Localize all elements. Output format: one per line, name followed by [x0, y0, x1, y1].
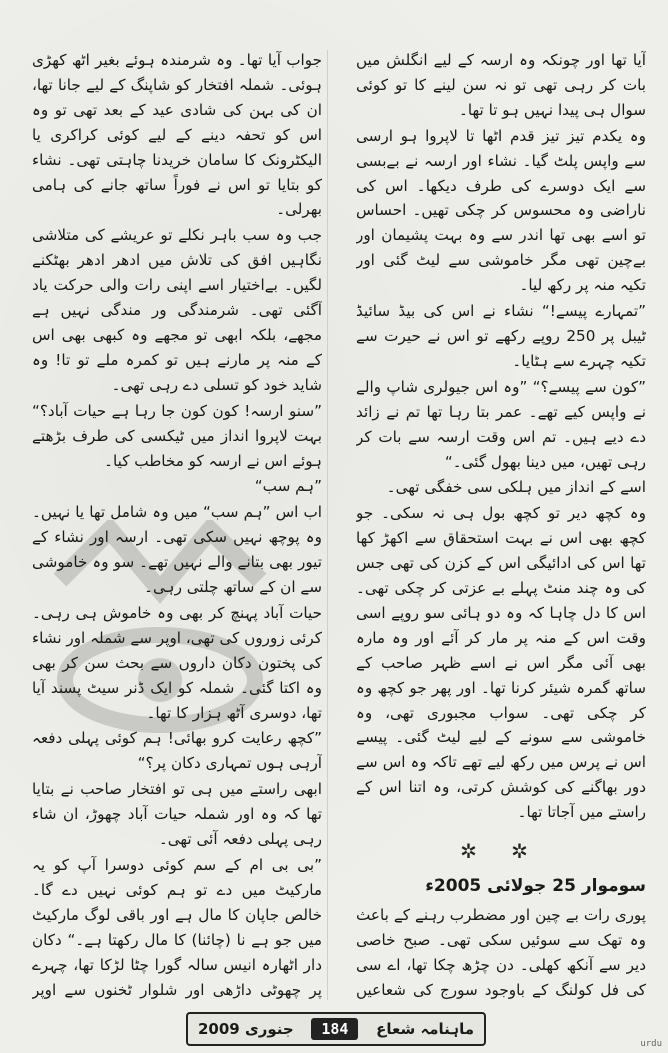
right-column — [356, 48, 646, 1003]
paragraph: حیات آباد پہنچ کر بھی وہ خاموش ہی رہی۔ کرئی زوروں کی تھی، اوپر سے شملہ اور نشاء کی پختون دکان داروں سے بحث سن کر بھی وہ اکتا گئی۔ شملہ کو ایک ڈنر سیٹ پسند آیا تھا، دوسری آٹھ ہزار کا تھا۔ — [32, 603, 322, 722]
page-footer — [186, 1012, 486, 1046]
paragraph: وہ کچھ دیر تو کچھ بول ہی نہ سکی۔ جو کچھ بھی اس نے بہت استحقاق سے اکھڑ کھا تھا اس کی ادائیگی اس کے کزن کی تھی جس کی وہ چند منٹ پہلے بے عزتی کر چکی تھی۔ اس کا دل چاہا کہ وہ دو ہائی سو روپے اسی وقت اس کے منہ پر مار کر آئے اور وہ مارہ بھی آئی مگر اس نے اسے ظہر صاحب کے ساتھ گمرہ شیئر کرنا تھا۔ اور پھر جو کچھ وہ کر چکی تھی۔ سواب مجبوری تھی، وہ خاموشی سے سونے کے لیے لیٹ گئی۔ پیسے اس نے پرس میں رکھ لیے تھے تاکہ وہ اس سے دور بھاگنے کی کوشش کرتی، وہ اتنا اس کے راستے میں آجاتا تھا۔ — [356, 504, 646, 822]
column-divider — [327, 50, 328, 1000]
paragraph: ”ہم سب“ — [254, 477, 322, 496]
corner-mark: urdu — [640, 1039, 662, 1049]
paragraph: جب وہ سب باہر نکلے تو عریشے کی متلاشی نگاہیں افق کی تلاش میں ادھر ادھر بھٹکنے لگیں۔ بےاختیار اسے اپنی رات والی حرکت یاد آگئی تھی۔ شرمندگی ور مندگی نہیں ہے مجھے، بلکہ ابھی تو مجھے وہ کبھی بھی اس کے منہ پر مارنے ہیں تو کمرہ ملے تو تا! وہ شاید خود کو تسلی دے رہی تھی۔ — [32, 226, 322, 394]
paragraph: اسے کے انداز میں ہلکی سی خفگی تھی۔ — [386, 478, 646, 497]
footer-issue: جنوری 2009 — [198, 1020, 294, 1038]
paragraph: ”بی بی ام کے سم کوئی دوسرا آپ کو یہ مارکیٹ میں دے تو ہم کوئی نہیں دے گا۔ خالص جاپان کا مال ہے اور باقی لوگ مارکیٹ میں جو ہے نا (چائنا) کا مال رکھتا ہے۔“ دکان دار اٹھارہ انیس سالہ گورا چٹا لڑکا تھا، چہرے پر چھوٹی داڑھی اور شلوار ٹخنوں سے اوپر — [32, 856, 322, 999]
paragraph: آیا تھا اور چونکہ وہ ارسہ کے لیے انگلش میں بات کر رہی تھی تو نہ سن لینے کا تو کوئی سوال ہی پیدا نہیں ہو تا تھا۔ — [356, 51, 646, 119]
date-heading: سوموار 25 جولائی 2005ء — [425, 876, 646, 896]
footer-magazine-name: ماہنامہ شعاع — [376, 1020, 474, 1038]
section-break-stars: ✲ ✲ — [460, 839, 542, 864]
left-column — [32, 48, 322, 1003]
paragraph: ”کون سے پیسے؟“ ”وہ اس جیولری شاپ والے نے واپس کیے تھے۔ عمر بتا رہا تھا تم نے زائد دے دیے ہیں۔ تم اس وقت ارسہ سے بات کر رہی تھیں، میں دینا بھول گئی۔“ — [356, 377, 646, 471]
paragraph: اب اس ”ہم سب“ میں وہ شامل تھا یا نہیں۔ وہ پوچھ نہیں سکی تھی۔ ارسہ اور نشاء کے تیور بھی بتانے والے نہیں تھے۔ سو وہ خاموشی سے ان کے ساتھ چلتی رہی۔ — [32, 503, 322, 597]
paragraph: وہ یکدم تیز تیز قدم اٹھا تا لاپروا ہو ارسی سے واپس پلٹ گیا۔ نشاء اور ارسہ نے بےبسی سے ایک دوسرے کی طرف دیکھا۔ اس کی ناراضی وہ محسوس کر چکی تھیں۔ احساس تو اسے بھی تھا اندر سے وہ بہت پشیمان اور بےچین تھی مگر خاموشی سے لیٹ گئی اور تکیہ منہ پر رکھ لیا۔ — [356, 126, 646, 295]
paragraph: پوری رات بے چین اور مضطرب رہنے کے باعث وہ تھک سے سوئیں سکی تھی۔ صبح خاصی دیر سے آنکھ کھلی۔ دن چڑھ چکا تھا، اے سی کی فل کولنگ کے باوجود سورج کی شعاعیں — [356, 905, 646, 999]
paragraph: جواب آیا تھا۔ وہ شرمندہ ہوئے بغیر اٹھ کھڑی ہوئی۔ شملہ افتخار کو شاپنگ کے لیے جانا تھا، ان کی بہن کی شادی عید کے بعد تھی تو وہ اس کو تحفہ دینے کے لیے کوئی کراکری یا الیکٹرونک کا سامان خریدنا چاہتی تھی۔ نشاء کو بتایا تو اس نے فوراً ساتھ جانے کی ہامی بھرلی۔ — [32, 51, 322, 219]
page-number: 184 — [311, 1018, 358, 1040]
paragraph: ”کچھ رعایت کرو بھائی! ہم کوئی پہلی دفعہ آرہی ہوں تمہاری دکان پر؟“ — [32, 729, 322, 773]
paragraph: ”تمہارے پیسے!“ نشاء نے اس کی بیڈ سائیڈ ٹیبل پر 250 روپے رکھے تو اس نے حیرت سے تکیہ چہرے سے ہٹایا۔ — [356, 302, 646, 370]
paragraph: ”سنو ارسہ! کون کون جا رہا ہے حیات آباد؟“ بہت لاپروا انداز میں ٹیکسی کی طرف بڑھتے ہوئے اس نے ارسہ کو مخاطب کیا۔ — [32, 401, 322, 470]
paragraph: ابھی راستے میں ہی تو افتخار صاحب نے بتایا تھا کہ وہ اور شملہ حیات آباد چھوڑ، ان شاء رہی پہلی دفعہ آئی تھی۔ — [32, 780, 322, 849]
